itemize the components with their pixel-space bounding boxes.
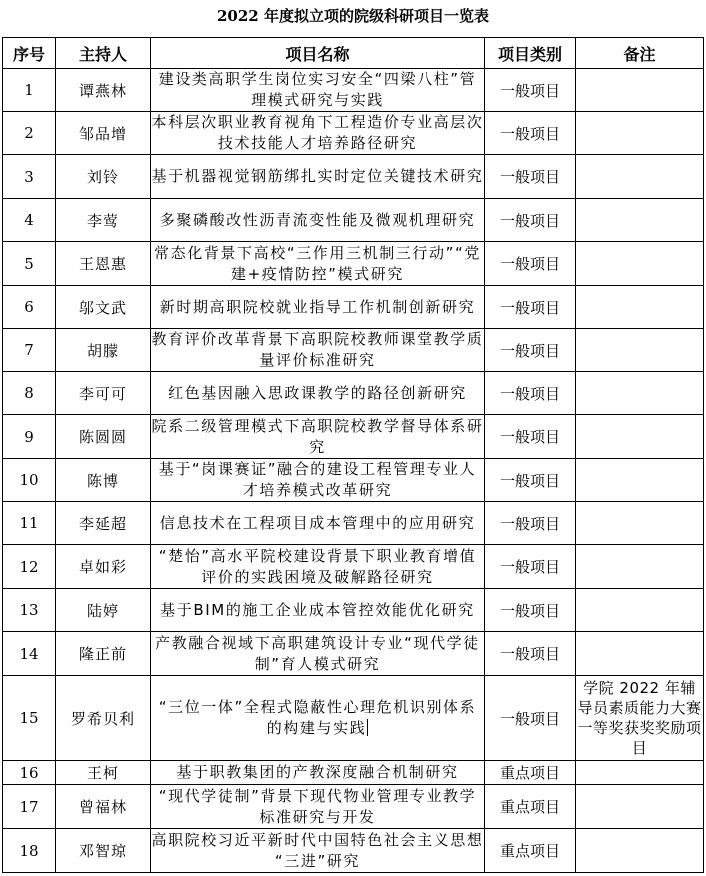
row-note — [576, 242, 704, 286]
row-project-name: 基于机器视觉钢筋绑扎实时定位关键技术研究 — [151, 155, 485, 199]
row-project-name — [151, 676, 485, 761]
row-project-name: 常态化背景下高校“三作用三机制三行动”“党建+疫情防控”模式研究 — [151, 242, 485, 286]
row-note: 学院 2022 年辅导员素质能力大赛一等奖获奖奖励项目 — [576, 676, 704, 761]
row-category: 一般项目 — [485, 415, 576, 459]
row-no: 9 — [3, 415, 56, 459]
table-header-row — [3, 38, 704, 69]
row-host: 王恩惠 — [56, 242, 151, 286]
row-project-name: 基于“岗课赛证”融合的建设工程管理专业人才培养模式改革研究 — [151, 459, 485, 502]
table-row — [3, 459, 704, 502]
row-host: 陈圆圆 — [56, 415, 151, 459]
row-host: 李延超 — [56, 502, 151, 545]
row-host: 王柯 — [56, 761, 151, 785]
row-host: 李可可 — [56, 372, 151, 415]
row-category: 一般项目 — [485, 112, 576, 155]
row-no: 11 — [3, 502, 56, 545]
row-category: 重点项目 — [485, 761, 576, 785]
row-no: 13 — [3, 589, 56, 632]
row-project-name: 多聚磷酸改性沥青流变性能及微观机理研究 — [151, 199, 485, 242]
table-row — [3, 155, 704, 199]
row-project-name: 信息技术在工程项目成本管理中的应用研究 — [151, 502, 485, 545]
row-category: 一般项目 — [485, 502, 576, 545]
row-host: 卓如彩 — [56, 545, 151, 589]
row-project-name: 新时期高职院校就业指导工作机制创新研究 — [151, 286, 485, 329]
table-row — [3, 632, 704, 676]
row-no: 4 — [3, 199, 56, 242]
row-category: 一般项目 — [485, 155, 576, 199]
row-note — [576, 589, 704, 632]
table-row — [3, 286, 704, 329]
row-project-name: 基于职教集团的产教深度融合机制研究 — [151, 761, 485, 785]
row-note — [576, 112, 704, 155]
row-host: 李莺 — [56, 199, 151, 242]
table-row — [3, 242, 704, 286]
table-row — [3, 545, 704, 589]
row-host: 刘铃 — [56, 155, 151, 199]
row-project-name: 本科层次职业教育视角下工程造价专业高层次技术技能人才培养路径研究 — [151, 112, 485, 155]
row-note — [576, 329, 704, 372]
row-category: 一般项目 — [485, 286, 576, 329]
header-project-name: 项目名称 — [151, 38, 485, 69]
row-no: 1 — [3, 69, 56, 112]
row-no: 16 — [3, 761, 56, 785]
row-note — [576, 372, 704, 415]
header-host: 主持人 — [56, 38, 151, 69]
row-no: 12 — [3, 545, 56, 589]
row-note — [576, 286, 704, 329]
table-row — [3, 329, 704, 372]
row-no: 18 — [3, 829, 56, 873]
row-category: 重点项目 — [485, 829, 576, 873]
table-row — [3, 829, 704, 873]
row-project-name: 高职院校习近平新时代中国特色社会主义思想 “三进”研究 — [151, 829, 485, 873]
row-note — [576, 155, 704, 199]
row-category: 一般项目 — [485, 589, 576, 632]
text-cursor — [367, 719, 368, 736]
row-note — [576, 69, 704, 112]
row-note — [576, 545, 704, 589]
table-row — [3, 785, 704, 829]
row-category: 一般项目 — [485, 199, 576, 242]
table-row — [3, 502, 704, 545]
row-project-name: 红色基因融入思政课教学的路径创新研究 — [151, 372, 485, 415]
row-category: 一般项目 — [485, 676, 576, 761]
row-project-name: “现代学徒制”背景下现代物业管理专业教学标准研究与开发 — [151, 785, 485, 829]
row-category: 一般项目 — [485, 242, 576, 286]
row-no: 15 — [3, 676, 56, 761]
row-project-name: “楚怡”高水平院校建设背景下职业教育增值评价的实践困境及破解路径研究 — [151, 545, 485, 589]
row-no: 6 — [3, 286, 56, 329]
row-note — [576, 632, 704, 676]
row-no: 3 — [3, 155, 56, 199]
row-category: 一般项目 — [485, 329, 576, 372]
table-row — [3, 372, 704, 415]
row-project-name: 院系二级管理模式下高职院校教学督导体系研究 — [151, 415, 485, 459]
row-note — [576, 199, 704, 242]
row-category: 重点项目 — [485, 785, 576, 829]
table-row — [3, 676, 704, 761]
table-row — [3, 69, 704, 112]
row-no: 17 — [3, 785, 56, 829]
project-table — [2, 37, 704, 873]
row-host: 邓智琼 — [56, 829, 151, 873]
header-category: 项目类别 — [485, 38, 576, 69]
row-no: 14 — [3, 632, 56, 676]
row-category: 一般项目 — [485, 372, 576, 415]
row-note — [576, 761, 704, 785]
row-no: 5 — [3, 242, 56, 286]
row-host: 邬文武 — [56, 286, 151, 329]
row-host: 陈博 — [56, 459, 151, 502]
row-note — [576, 459, 704, 502]
row-host: 罗希贝利 — [56, 676, 151, 761]
row-host: 曾福林 — [56, 785, 151, 829]
row-host: 胡朦 — [56, 329, 151, 372]
header-no: 序号 — [3, 38, 56, 69]
row-category: 一般项目 — [485, 459, 576, 502]
row-note — [576, 502, 704, 545]
row-category: 一般项目 — [485, 545, 576, 589]
row-host: 谭燕林 — [56, 69, 151, 112]
row-no: 10 — [3, 459, 56, 502]
row-no: 2 — [3, 112, 56, 155]
row-host: 邹品增 — [56, 112, 151, 155]
row-category: 一般项目 — [485, 69, 576, 112]
row-no: 7 — [3, 329, 56, 372]
row-note — [576, 785, 704, 829]
row-note — [576, 415, 704, 459]
row-project-name: 建设类高职学生岗位实习安全“四梁八柱”管理模式研究与实践 — [151, 69, 485, 112]
table-row — [3, 112, 704, 155]
row-note — [576, 829, 704, 873]
row-project-name: 教育评价改革背景下高职院校教师课堂教学质量评价标准研究 — [151, 329, 485, 372]
row-host: 陆婷 — [56, 589, 151, 632]
row-category: 一般项目 — [485, 632, 576, 676]
row-project-name-text: “三位一体”全程式隐蔽性心理危机识别体系的构建与实践 — [158, 698, 477, 737]
document-title: 2022 年度拟立项的院级科研项目一览表 — [217, 7, 489, 25]
row-host: 隆正前 — [56, 632, 151, 676]
table-row — [3, 415, 704, 459]
row-project-name: 基于BIM的施工企业成本管控效能优化研究 — [151, 589, 485, 632]
header-note: 备注 — [576, 38, 704, 69]
row-no: 8 — [3, 372, 56, 415]
row-project-name: 产教融合视域下高职建筑设计专业“现代学徒制”育人模式研究 — [151, 632, 485, 676]
table-row — [3, 589, 704, 632]
table-row — [3, 761, 704, 785]
table-row — [3, 199, 704, 242]
